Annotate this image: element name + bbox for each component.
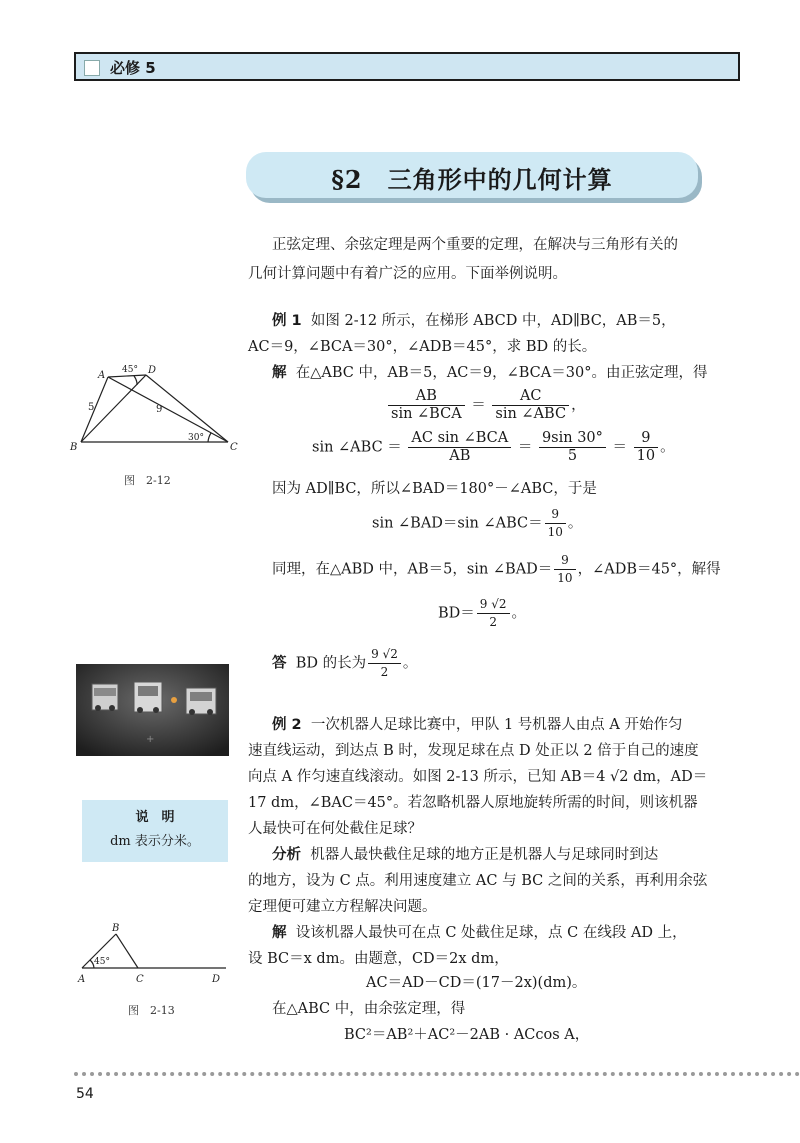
- answer-tail: 。: [402, 655, 418, 672]
- similarly-den: 10: [557, 571, 573, 585]
- eq1-den-2: sin ∠ABC: [495, 406, 567, 422]
- eq2-num-3: 9: [634, 430, 658, 448]
- label-b: B: [112, 923, 120, 934]
- label-c: C: [230, 442, 238, 453]
- robot-3: [186, 688, 216, 715]
- example-2-line-5: 人最快可在何处截住足球？: [248, 821, 422, 837]
- running-header: [74, 52, 740, 81]
- analysis-label: 分析: [272, 847, 301, 863]
- analysis-text-1: 机器人最快截住足球的地方正是机器人与足球同时到达: [310, 847, 659, 863]
- side-9-label: 9: [156, 404, 163, 415]
- note-body: dm 表示分米。: [110, 834, 200, 849]
- answer-label: 答: [272, 655, 287, 672]
- diagonal-ac: [108, 377, 228, 442]
- line-bc: [116, 934, 138, 968]
- eq2-equals-2: ＝: [612, 439, 628, 456]
- angle-30-arc: [208, 433, 211, 442]
- example-2-label: 例 2: [272, 717, 302, 733]
- label-d: D: [148, 365, 157, 376]
- label-a: A: [78, 974, 86, 985]
- eq4-tail: 。: [511, 605, 527, 622]
- example-2-solution-text-1: 设该机器人最快可在点 C 处截住足球，点 C 在线段 AD 上，: [295, 925, 687, 941]
- example-1-answer: [272, 646, 417, 681]
- eq2-den-1: AB: [449, 448, 471, 464]
- eq1-tail: ，: [571, 397, 586, 414]
- equation-bd: [438, 596, 526, 631]
- eq1-equals: ＝: [471, 397, 486, 414]
- robot-2: [134, 682, 162, 713]
- figure-2-12: [68, 360, 248, 456]
- example-2-line-3: 向点 A 作匀速直线滚动。如图 2-13 所示，已知 AB＝4 √2 dm，AD＝: [248, 769, 708, 785]
- eq1-num-2: AC: [492, 388, 569, 406]
- footer-dotted-rule: [74, 1072, 800, 1076]
- because-line: 因为 AD∥BC，所以∠BAD＝180°－∠ABC，于是: [272, 481, 597, 497]
- eq3-num: 9: [545, 506, 566, 524]
- example-1-solution-text: 在△ABC 中，AB＝5，AC＝9，∠BCA＝30°。由正弦定理，得: [295, 365, 708, 381]
- eq4-den: 2: [489, 615, 497, 629]
- similarly-post: ，∠ADB＝45°，解得: [577, 561, 721, 578]
- equation-sin-abc: [312, 430, 675, 465]
- side-5-label: 5: [88, 402, 95, 413]
- example-2-line-1: [272, 712, 683, 738]
- label-c: C: [136, 974, 144, 985]
- example-2-text-1: 一次机器人足球比赛中，甲队 1 号机器人由点 A 开始作匀: [310, 717, 683, 733]
- eq3-lhs: sin ∠BAD＝sin ∠ABC＝: [372, 515, 543, 532]
- similarly-pre: 同理，在△ABD 中，AB＝5，sin ∠BAD＝: [272, 561, 553, 578]
- page-number: 54: [76, 1086, 94, 1102]
- eq2-den-3: 10: [636, 448, 656, 464]
- example-2-solution-line-1: [272, 920, 687, 946]
- section-title: §2 三角形中的几何计算: [331, 165, 613, 194]
- svg-text:+: +: [146, 734, 155, 745]
- example-1-line-1: [272, 308, 676, 334]
- eq1-num-1: AB: [388, 388, 465, 406]
- answer-den: 2: [380, 665, 389, 679]
- figure-2-13: [76, 922, 236, 988]
- ball: [171, 697, 177, 703]
- eq2-lhs: sin ∠ABC ＝: [312, 439, 402, 456]
- example-2-line-2: 速直线运动，到达点 B 时，发现足球在点 D 处正以 2 倍于自己的速度: [248, 743, 699, 759]
- eq3-den: 10: [547, 525, 563, 539]
- equation-sin-bad: [372, 506, 582, 541]
- equation-sine-law: [386, 388, 586, 423]
- example-1-line-2: AC＝9，∠BCA＝30°，∠ADB＝45°，求 BD 的长。: [248, 339, 597, 355]
- eq2-equals-1: ＝: [517, 439, 533, 456]
- answer-num: 9 √2: [368, 646, 401, 664]
- robot-soccer-photo: [76, 664, 229, 756]
- eq3-tail: 。: [567, 515, 583, 532]
- eq2-den-2: 5: [567, 448, 578, 464]
- intro-line-1: 正弦定理、余弦定理是两个重要的定理，在解决与三角形有关的: [272, 237, 678, 253]
- note-title: 说 明: [135, 810, 175, 825]
- intro-line-2: 几何计算问题中有着广泛的应用。下面举例说明。: [248, 266, 567, 282]
- note-box: [82, 800, 228, 862]
- angle-45-arc: [134, 376, 137, 385]
- example-2-equation-cosine: BC²＝AB²＋AC²－2AB · ACcos A，: [344, 1027, 590, 1043]
- label-a: A: [98, 370, 106, 381]
- eq2-num-1: AC sin ∠BCA: [408, 430, 511, 448]
- example-2-equation-ac: AC＝AD－CD＝(17－2x)(dm)。: [366, 975, 587, 991]
- header-label: 必修 5: [110, 59, 156, 77]
- eq1-den-1: sin ∠BCA: [391, 406, 462, 422]
- angle-45-label: 45°: [122, 365, 138, 375]
- robot-1: [92, 684, 118, 711]
- angle-45-label: 45°: [94, 957, 110, 967]
- figure-2-13-caption: 图 2-13: [128, 1004, 175, 1017]
- analysis-line-1: [272, 842, 658, 868]
- similarly-line: [272, 552, 721, 587]
- eq2-num-2: 9sin 30°: [539, 430, 606, 448]
- example-2-solution-line-2: 设 BC＝x dm。由题意，CD＝2x dm，: [248, 951, 509, 967]
- side-ab: [81, 377, 108, 442]
- angle-30-label: 30°: [188, 433, 204, 443]
- answer-pre: BD 的长为: [295, 655, 367, 672]
- label-b: B: [70, 442, 78, 453]
- similarly-num: 9: [554, 552, 575, 570]
- example-2-solution-line-3: 在△ABC 中，由余弦定理，得: [272, 1001, 466, 1017]
- side-ad: [108, 375, 146, 377]
- example-2-solution-label: 解: [272, 925, 287, 941]
- analysis-line-2: 的地方，设为 C 点。利用速度建立 AC 与 BC 之间的关系，再利用余弦: [248, 873, 708, 889]
- eq2-tail: 。: [660, 439, 675, 456]
- example-1-solution-label: 解: [272, 365, 287, 381]
- eq4-num: 9 √2: [477, 596, 510, 614]
- eq4-lhs: BD＝: [438, 605, 475, 622]
- header-square-icon: [84, 60, 100, 76]
- analysis-line-3: 定理便可建立方程解决问题。: [248, 899, 437, 915]
- figure-2-12-caption: 图 2-12: [124, 474, 171, 487]
- example-1-text-1: 如图 2-12 所示，在梯形 ABCD 中，AD∥BC，AB＝5，: [310, 313, 676, 329]
- example-2-line-4: 17 dm，∠BAC＝45°。若忽略机器人原地旋转所需的时间，则该机器: [248, 795, 698, 811]
- example-1-solution-line-1: [272, 360, 707, 386]
- example-1-label: 例 1: [272, 313, 302, 329]
- section-title-banner: [246, 152, 698, 198]
- label-d: D: [212, 974, 221, 985]
